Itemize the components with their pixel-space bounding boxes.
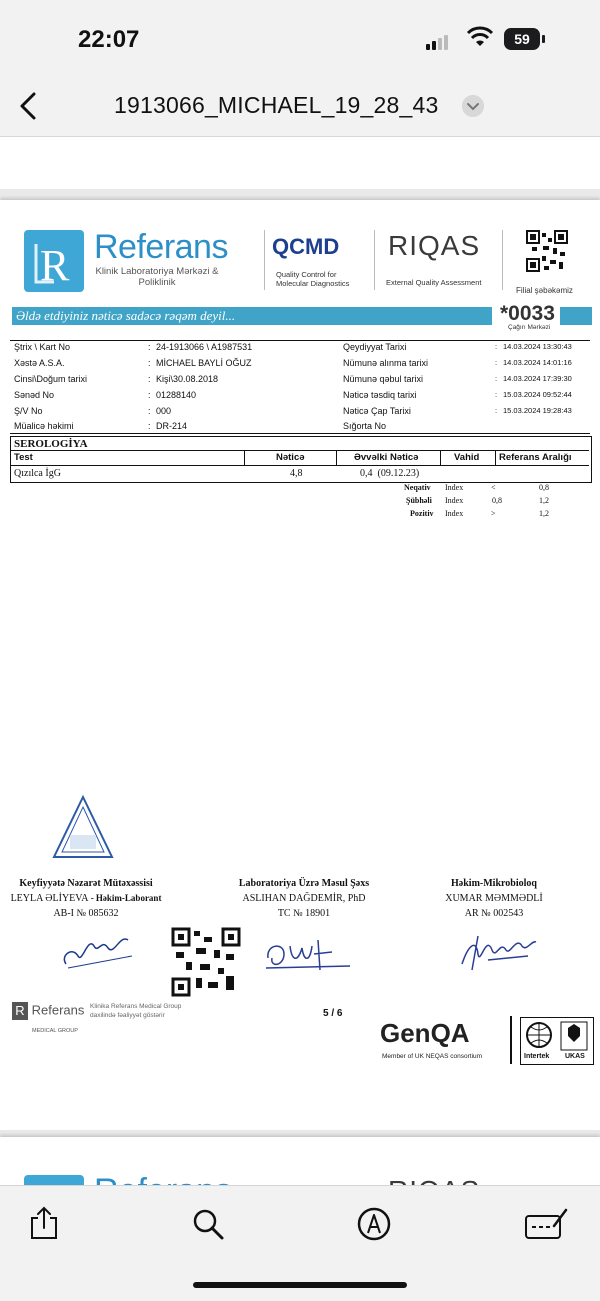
ref-high: 0,8 <box>539 483 549 492</box>
divider <box>10 433 590 434</box>
qr-code-icon <box>526 230 568 272</box>
home-indicator[interactable] <box>193 1282 407 1288</box>
signer-role: Laboratoriya Üzrə Məsul Şəxs <box>238 878 370 889</box>
document-title[interactable]: 1913066_MICHAEL_19_28_43 <box>114 92 439 118</box>
info-label: Ş/V No <box>14 406 43 416</box>
ref-operator: > <box>491 509 496 518</box>
wifi-icon <box>466 26 494 48</box>
info-value: : Kişi\30.08.2018 <box>156 374 218 384</box>
column-header-unit: Vahid <box>454 452 480 463</box>
qcmd-sub-line2: Molecular Diagnostics <box>276 279 350 288</box>
info-label: Ştrix \ Kart No <box>14 342 71 352</box>
ref-unit: Index <box>445 496 464 505</box>
cellular-signal-icon <box>426 32 450 50</box>
riqas-logo: RIQAS <box>388 230 481 261</box>
ref-high: 1,2 <box>539 496 549 505</box>
divider <box>10 340 590 341</box>
info-label: Müalicə həkimi <box>14 421 74 431</box>
signer-name: LEYLA ƏLİYEVA <box>10 893 89 904</box>
info-label: Xəstə A.S.A. <box>14 358 65 368</box>
slogan-text: Əldə etdiyiniz nəticə sadəcə rəqəm deyil... <box>16 308 236 323</box>
qcmd-logo: QCMD <box>272 234 340 259</box>
back-chevron-icon[interactable] <box>14 88 44 124</box>
info-value: : 01288140 <box>156 390 196 400</box>
divider <box>440 450 441 465</box>
riqas-subtitle: External Quality Assessment <box>386 278 482 287</box>
ref-label: Pozitiv <box>410 509 434 518</box>
column-header-previous: Əvvəlki Nəticə <box>354 452 419 463</box>
svg-text:R: R <box>40 241 70 290</box>
divider <box>374 230 375 290</box>
genqa-logo: GenQA <box>380 1018 470 1048</box>
signer-name: ASLIHAN DAĞDEMİR, PhD <box>242 893 366 904</box>
info-value: : 15.03.2024 09:52:44 <box>503 390 572 399</box>
info-value: : 14.03.2024 14:01:16 <box>503 358 572 367</box>
qcmd-sub-line1: Quality Control for <box>276 270 337 279</box>
call-center-number: *0033 <box>500 302 555 325</box>
signer-reg: TC № 18901 <box>277 908 331 919</box>
status-time: 22:07 <box>78 26 140 53</box>
info-label: Cinsi\Doğum tarixi <box>14 374 88 384</box>
ref-low: 0,8 <box>492 496 502 505</box>
info-label: Nəticə Çap Tarixi <box>343 406 411 416</box>
filial-label: Filial şəbəkəmiz <box>516 286 573 295</box>
ref-unit: Index <box>445 509 464 518</box>
info-value: : MİCHAEL BAYLİ OĞUZ <box>156 358 252 368</box>
previous-result: 0,4 (09.12.23) <box>360 468 420 479</box>
nav-bar <box>0 78 600 137</box>
info-label: Qeydiyyat Tarixi <box>343 342 407 352</box>
divider <box>264 230 265 290</box>
info-label: Sığorta No <box>343 421 387 431</box>
test-name: Qızılca İgG <box>14 468 61 479</box>
referans-logo-icon <box>24 230 84 292</box>
divider <box>495 450 496 465</box>
search-icon[interactable] <box>190 1206 226 1242</box>
signer-role: Keyfiyyətə Nəzarət Mütəxəssisi <box>19 878 153 889</box>
signer-quality <box>0 876 186 921</box>
previous-page-tail <box>0 137 600 189</box>
accreditation-badges <box>520 1017 594 1065</box>
column-header-reference: Referans Aralığı <box>499 452 572 463</box>
signer-role: Həkim-Mikrobioloq <box>451 878 537 889</box>
footer-logo-sub: MEDICAL GROUP <box>32 1028 78 1034</box>
footer-note-line1: Klinika Referans Medical Group <box>90 1003 182 1010</box>
signer-reg: AR № 002543 <box>464 908 524 919</box>
signer-qr-code-icon <box>172 928 240 996</box>
signature-icon <box>58 926 138 976</box>
quality-control-seal-icon <box>52 795 114 859</box>
signer-title: - Həkim-Laborant <box>88 893 162 903</box>
divider <box>510 1016 512 1064</box>
ref-operator: < <box>491 483 496 492</box>
status-bar <box>0 0 600 78</box>
page-number: 5 / 6 <box>323 1008 343 1019</box>
signer-lab <box>204 876 404 921</box>
info-value: : 24-1913066 \ A1987531 <box>156 342 252 352</box>
genqa-subtitle: Member of UK NEQAS consortium <box>382 1053 483 1060</box>
divider <box>336 450 337 465</box>
pdf-page <box>0 200 600 1130</box>
markup-pen-icon[interactable] <box>356 1206 392 1242</box>
info-label: Nəticə təsdiq tarixi <box>343 390 417 400</box>
signer-name: XUMAR MƏMMƏDLİ <box>445 893 543 904</box>
test-result: 4,8 <box>290 468 303 479</box>
ref-label: Şübhəli <box>406 496 432 505</box>
title-menu-chevron-icon[interactable] <box>462 95 484 117</box>
signer-reg: AB-I № 085632 <box>53 908 119 919</box>
column-header-result: Nəticə <box>276 452 305 463</box>
brand-name: Referans <box>94 228 228 266</box>
signature-icon <box>458 926 540 976</box>
ref-unit: Index <box>445 483 464 492</box>
signer-micro <box>394 876 594 921</box>
info-value: : DR-214 <box>156 421 187 431</box>
footer-note-line2: daxilində fəaliyyət göstərir <box>90 1012 165 1019</box>
signature-icon <box>262 928 354 978</box>
info-label: Nümunə qəbul tarixi <box>343 374 424 384</box>
signature-tool-icon[interactable] <box>524 1206 568 1242</box>
call-center-label: Çağırı Mərkəzi <box>508 324 551 331</box>
share-icon[interactable] <box>26 1206 62 1242</box>
info-value: : 14.03.2024 17:39:30 <box>503 374 572 383</box>
banner-right <box>560 307 592 325</box>
brand-subtitle: Klinik Laboratoriya Mərkəzi & Poliklinik <box>95 266 219 288</box>
divider <box>502 230 503 290</box>
section-title: SEROLOGİYA <box>14 438 88 450</box>
intertek-label: Intertek <box>524 1053 550 1060</box>
divider <box>244 450 245 465</box>
info-label: Sənəd No <box>14 390 55 400</box>
footer-group-note <box>90 1002 181 1020</box>
ref-label: Neqativ <box>404 483 431 492</box>
ref-high: 1,2 <box>539 509 549 518</box>
info-value: : 15.03.2024 19:28:43 <box>503 406 572 415</box>
ukas-label: UKAS <box>565 1053 585 1060</box>
footer-logo-text: Referans <box>31 1002 85 1018</box>
qcmd-subtitle <box>276 270 349 288</box>
info-value: : 000 <box>156 406 171 416</box>
info-label: Nümunə alınma tarixi <box>343 358 429 368</box>
column-header-test: Test <box>14 452 33 463</box>
info-value: : 14.03.2024 13:30:43 <box>503 342 572 351</box>
footer-logo: R Referans MEDICAL GROUP <box>12 1002 84 1035</box>
pdf-viewer[interactable] <box>0 137 600 1185</box>
battery-icon: 59 <box>504 28 540 50</box>
